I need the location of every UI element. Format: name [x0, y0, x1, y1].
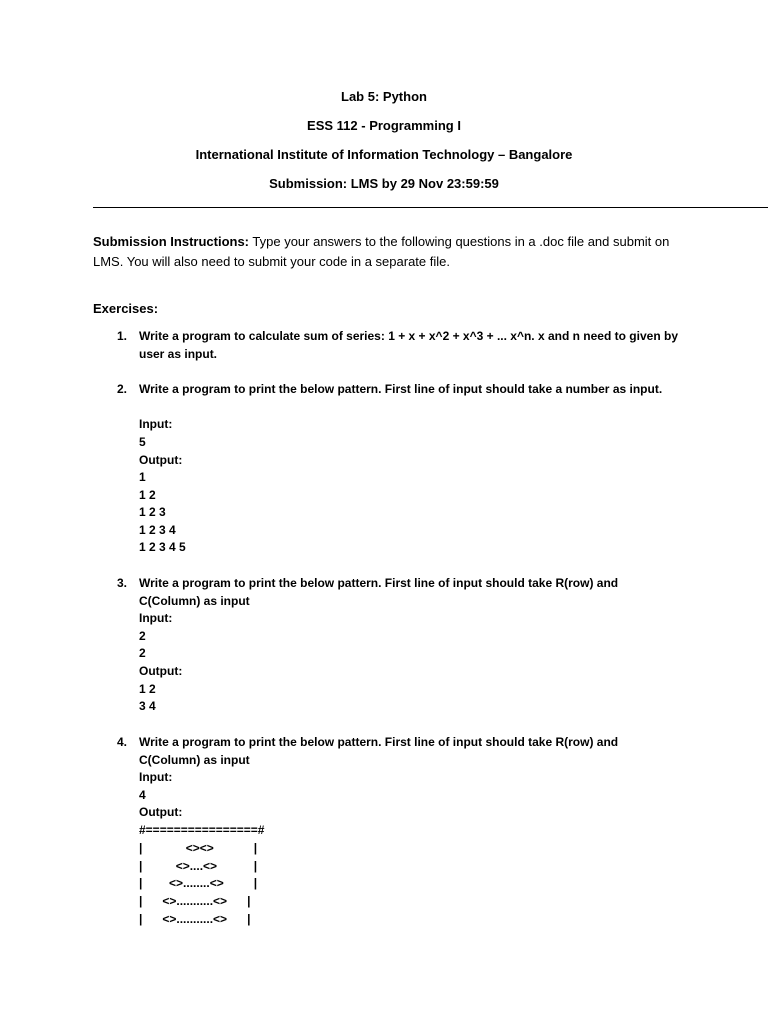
exercise-2-number: 2. — [117, 382, 128, 396]
exercise-4-input-line: 4 — [139, 788, 146, 802]
exercise-3-output-line: 3 4 — [139, 699, 156, 713]
header-divider — [93, 207, 768, 208]
exercise-4-output-line: | <>...........<> | — [139, 912, 251, 926]
exercise-2-input-line: 5 — [139, 435, 146, 449]
exercise-3-input-line: 2 — [139, 629, 146, 643]
exercise-1-number: 1. — [117, 329, 128, 343]
exercises-heading: Exercises: — [93, 301, 159, 316]
exercise-4-text: Write a program to print the below pattern. First line of input should take R(row) and C(Column) as input — [139, 735, 619, 767]
exercise-4-output-line: | <><> | — [139, 841, 258, 855]
exercise-2-output-line: 1 2 3 — [139, 505, 166, 519]
exercise-1-text: Write a program to calculate sum of series: 1 + x + x^2 + x^3 + ... x^n. x and n need to given by user as input. — [139, 329, 678, 361]
exercise-2-output-line: 1 2 3 4 — [139, 523, 176, 537]
exercise-4-number: 4. — [117, 735, 128, 749]
exercise-4-input-label: Input: — [139, 770, 173, 784]
exercise-2-text: Write a program to print the below pattern. First line of input should take a number as input. — [139, 382, 663, 396]
exercise-4-output-label: Output: — [139, 805, 183, 819]
exercise-2-input-label: Input: — [139, 417, 173, 431]
course-title: ESS 112 - Programming I — [307, 118, 461, 133]
exercise-4-output-line: | <>....<> | — [139, 859, 258, 873]
exercise-3-input-label: Input: — [139, 611, 173, 625]
exercise-4-output-line: | <>...........<> | — [139, 894, 251, 908]
exercise-4-output-line: | <>........<> | — [139, 876, 258, 890]
exercise-2-output-line: 1 2 3 4 5 — [139, 540, 186, 554]
instructions-text: Type your answers to the following questions in a .doc file and submit on LMS. You will also need to submit your code in a separate file. — [93, 234, 670, 269]
institute-name: International Institute of Information Technology – Bangalore — [195, 147, 573, 162]
instructions-label: Submission Instructions: — [93, 234, 250, 249]
exercise-2-output-label: Output: — [139, 453, 183, 467]
exercise-3-number: 3. — [117, 576, 128, 590]
exercise-3-output-label: Output: — [139, 664, 183, 678]
lab-title: Lab 5: Python — [341, 89, 427, 104]
submission-instructions — [93, 232, 683, 271]
exercise-3-text: Write a program to print the below pattern. First line of input should take R(row) and C(Column) as input — [139, 576, 619, 608]
exercise-2-output-line: 1 — [139, 470, 146, 484]
exercise-2-output-line: 1 2 — [139, 488, 156, 502]
submission-deadline: Submission: LMS by 29 Nov 23:59:59 — [269, 176, 499, 191]
exercise-3-output-line: 1 2 — [139, 682, 156, 696]
exercise-3-input-line: 2 — [139, 646, 146, 660]
exercise-4-output-line: #================# — [139, 823, 265, 837]
